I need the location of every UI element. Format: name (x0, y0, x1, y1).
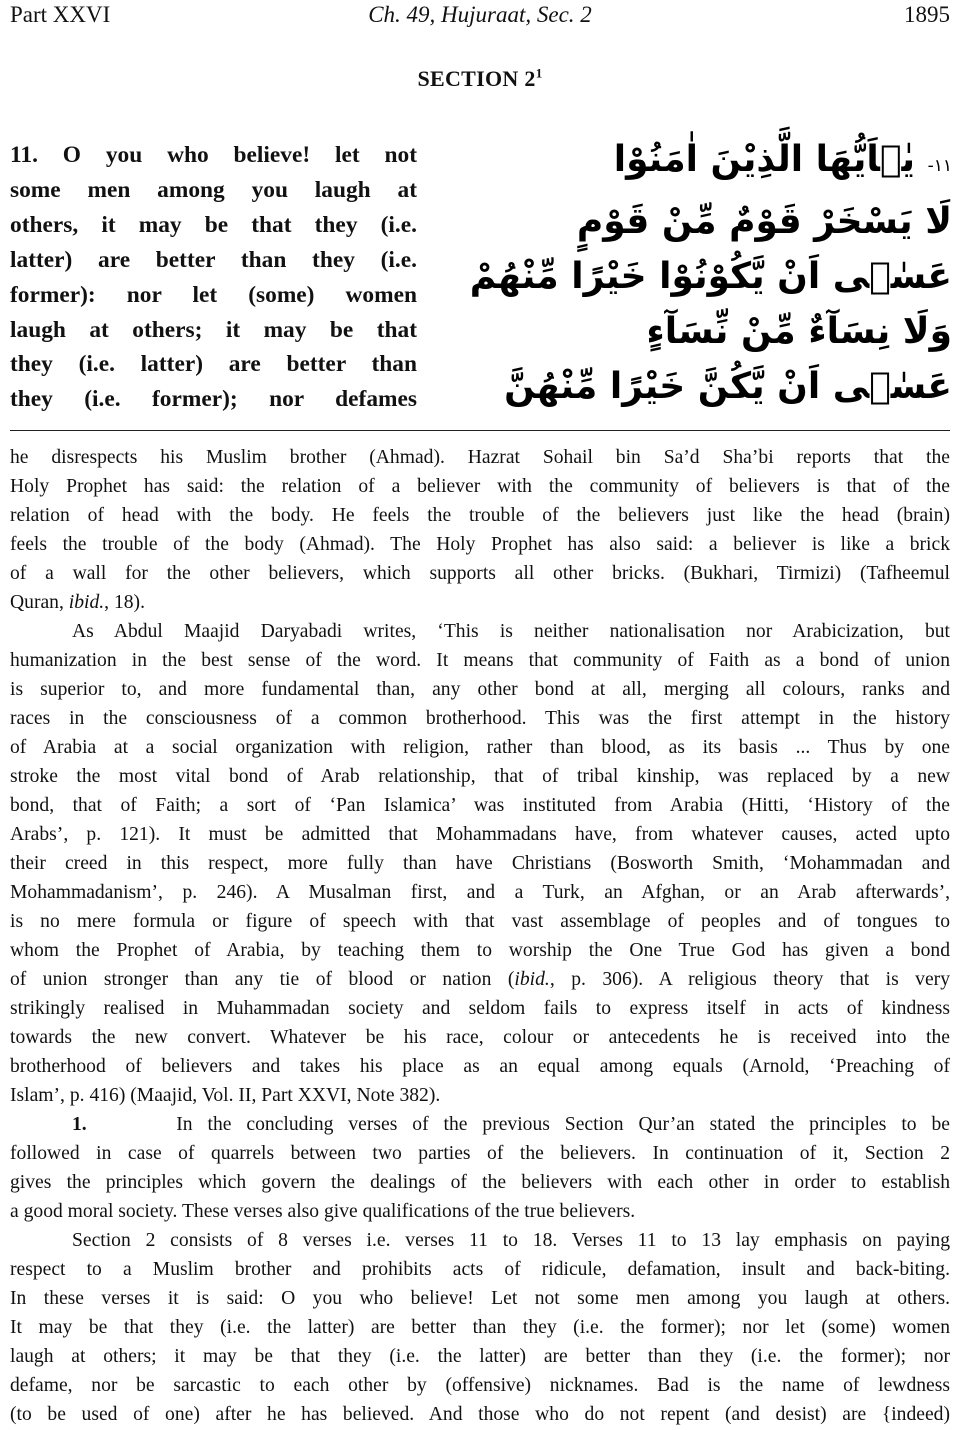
commentary-line: of union stronger than any tie of blood or nation (ibid., p. 306). A religious theory that is very (10, 969, 950, 990)
verse-arabic-line: لَا يَسْخَرْ قَوْمٌ مِّنْ قَوْمٍ (576, 201, 952, 242)
commentary-line: gives the principles which govern the dealings of the believers with each other in order to establish (10, 1172, 950, 1193)
page-number: 1895 (904, 2, 950, 27)
commentary-line: is no mere formula or figure of speech with that vast assemblage of peoples and of tongues to (10, 911, 950, 932)
commentary-line: respect to a Muslim brother and prohibits acts of ridicule, defamation, insult and back-biting. (10, 1259, 950, 1280)
section-title: SECTION 2 (417, 66, 536, 91)
commentary-line: It may be that they (i.e. the latter) are better than they (i.e. the former); nor let (some) women (10, 1317, 950, 1338)
verse-english-line: others, it may be that they (i.e. (10, 211, 417, 238)
footnote-mark: 1 (535, 65, 543, 81)
commentary-line: In these verses it is said: O you who believe! Let not some men among you laugh at others. (10, 1288, 950, 1309)
commentary-line: of a wall for the other believers, which supports all other bricks. (Bukhari, Tirmizi) (Tafheemul (10, 563, 950, 584)
commentary-line: brotherhood of believers and takes his place as an equal among equals (Arnold, ‘Preaching of (10, 1056, 950, 1077)
verse-english (10, 138, 417, 417)
running-head (10, 2, 950, 36)
commentary-line: of Arabia at a social organization with religion, rather than blood, as its basis ... Thus by one (10, 737, 950, 758)
note-number: 1. (72, 1114, 87, 1135)
commentary-line: he disrespects his Muslim brother (Ahmad). Hazrat Sohail bin Sa’d Sha’bi reports that the (10, 447, 950, 468)
commentary-line: defame, nor be sarcastic to each other by (offensive) nicknames. Bad is the name of lewdness (10, 1375, 950, 1396)
chapter-label: Ch. 49, Hujuraat, Sec. 2 (368, 2, 592, 27)
commentary-line: laugh at others; it may be that they (i.e. the latter) are better than they (i.e. the former); nor (10, 1346, 950, 1367)
commentary (10, 443, 950, 1429)
verse-english-line: they (i.e. former); nor defames (10, 386, 417, 413)
commentary-line: Islam’, p. 416) (Maajid, Vol. II, Part XXVI, Note 382). (10, 1085, 441, 1106)
commentary-line: Arabs’, p. 121). It must be admitted that Mohammadans have, from whatever causes, acted upto (10, 824, 950, 845)
commentary-line: followed in case of quarrels between two parties of the believers. In continuation of it, Section 2 (10, 1143, 950, 1164)
verse-arabic-line: ۱۱- يٰۤاَيُّهَا الَّذِيْنَ اٰمَنُوْا (613, 139, 952, 180)
commentary-line: relation of head with the body. He feels the trouble of the believers just like the head (brain) (10, 505, 950, 526)
verse-english-line: 11. O you who believe! let not (10, 142, 417, 168)
verse-english-line: former): nor let (some) women (10, 281, 417, 308)
commentary-line: towards the new convert. Whatever be his race, colour or antecedents he is received into the (10, 1027, 950, 1048)
commentary-line: Section 2 consists of 8 verses i.e. verses 11 to 18. Verses 11 to 13 lay emphasis on paying (72, 1230, 950, 1251)
commentary-line: As Abdul Maajid Daryabadi writes, ‘This is neither nationalisation nor Arabicization, but (72, 621, 950, 642)
commentary-line: their creed in this respect, more fully than have Christians (Bosworth Smith, ‘Mohammadan and (10, 853, 950, 874)
commentary-line: Mohammadanism’, p. 246). A Musalman first, and a Turk, an Afghan, or an Arab afterwards’, (10, 882, 950, 903)
commentary-line: (to be used of one) after he has believed. And those who do not repent (and desist) are {indeed) (10, 1404, 950, 1425)
commentary-line: Holy Prophet has said: the relation of a believer with the community of believers is that of the (10, 476, 950, 497)
verse-english-line: some men among you laugh at (10, 176, 417, 203)
verse-english-line: laugh at others; it may be that (10, 316, 417, 343)
verse-english-line: they (i.e. latter) are better than (10, 351, 417, 378)
commentary-line: Quran, ibid., 18). (10, 592, 145, 613)
verse-arabic-line: وَلَا نِسَآءٌ مِّنْ نِّسَآءٍ (646, 311, 952, 352)
verse-arabic-line: عَسٰۤى اَنْ يَّكُوْنُوْا خَيْرًا مِّنْهُمْ (469, 256, 952, 297)
verse-arabic-number: ۱۱- (927, 156, 952, 176)
part-label: Part XXVI (10, 2, 111, 27)
verse-arabic-line: عَسٰۤى اَنْ يَّكُنَّ خَيْرًا مِّنْهُنَّ (504, 366, 952, 407)
divider-rule (10, 430, 950, 431)
commentary-line: races in the consciousness of a common brotherhood. This was the first attempt in the history (10, 708, 950, 729)
section-heading (0, 66, 960, 92)
commentary-line: is superior to, and more fundamental than, any other bond at all, merging all colours, ranks and (10, 679, 950, 700)
verse-arabic (469, 132, 952, 414)
commentary-line: 1. In the concluding verses of the previous Section Qur’an stated the principles to be (72, 1114, 950, 1135)
commentary-line: humanization in the best sense of the word. It means that community of Faith as a bond of union (10, 650, 950, 671)
verse-english-line: latter) are better than they (i.e. (10, 246, 417, 273)
commentary-line: feels the trouble of the body (Ahmad). The Holy Prophet has also said: a believer is like a brick (10, 534, 950, 555)
commentary-line: a good moral society. These verses also give qualifications of the true believers. (10, 1201, 636, 1222)
commentary-line: stroke the most vital bond of Arab relationship, that of tribal kinship, was replaced by a new (10, 766, 950, 787)
commentary-line: whom the Prophet of Arabia, by teaching them to worship the One True God has given a bond (10, 940, 950, 961)
commentary-line: bond, that of Faith; a sort of ‘Pan Islamica’ was instituted from Arabia (Hitti, ‘History of the (10, 795, 950, 816)
commentary-line: strikingly realised in Muhammadan society and seldom fails to express itself in acts of kindness (10, 998, 950, 1019)
